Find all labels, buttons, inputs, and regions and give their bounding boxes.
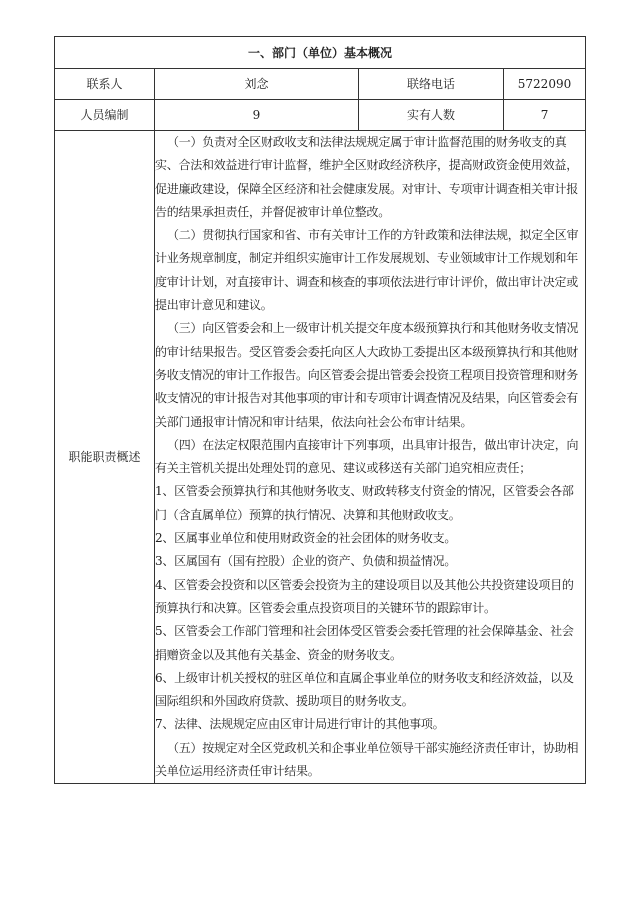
staff-quota-label: 人员编制 — [55, 100, 155, 131]
actual-staff-value: 7 — [504, 100, 586, 131]
duty-paragraph: 4、区管委会投资和以区管委会投资为主的建设项目以及其他公共投资建设项目的预算执行和决算。区管委会重点投资项目的关键环节的跟踪审计。 — [155, 577, 574, 615]
duty-paragraph: 7、法律、法规规定应由区审计局进行审计的其他事项。 — [155, 717, 445, 732]
duties-row — [55, 131, 586, 784]
duty-paragraph: （四）在法定权限范围内直接审计下列事项，出具审计报告，做出审计决定，向有关主管机关提出处理处罚的意见、建议或移送有关部门追究相应责任； — [155, 437, 579, 476]
phone-label: 联络电话 — [359, 69, 504, 100]
actual-staff-label: 实有人数 — [359, 100, 504, 131]
contact-label: 联系人 — [55, 69, 155, 100]
contact-value: 刘念 — [155, 69, 359, 100]
duty-paragraph: （二）贯彻执行国家和省、市有关审计工作的方针政策和法律法规，拟定全区审计业务规章制度，制定并组织实施审计工作发展规划、专业领域审计工作规划和年度审计计划，对直接审计、调查和核查的事项依法进行审计评价，做出审计决定或提出审计意见和建议。 — [155, 228, 579, 313]
staff-quota-value: 9 — [155, 100, 359, 131]
duty-paragraph: 5、区管委会工作部门管理和社会团体受区管委会委托管理的社会保障基金、社会捐赠资金以及其他有关基金、资金的财务收支。 — [155, 624, 574, 662]
duty-paragraph: （一）负责对全区财政收支和法律法规规定属于审计监督范围的财务收支的真实、合法和效益进行审计监督，维护全区财政经济秩序，提高财政资金使用效益，促进廉政建设，保障全区经济和社会健康发展。对审计、专项审计调查相关审计报告的结果承担责任，并督促被审计单位整改。 — [155, 135, 579, 219]
phone-value: 5722090 — [504, 69, 586, 100]
staff-row — [55, 100, 586, 131]
duty-paragraph: 3、区属国有（国有控股）企业的资产、负债和损益情况。 — [155, 554, 457, 569]
duty-paragraph: 6、上级审计机关授权的驻区单位和直属企事业单位的财务收支和经济效益，以及国际组织和外国政府贷款、援助项目的财务收支。 — [155, 670, 574, 709]
page-title: 一、部门（单位）基本概况 — [55, 37, 586, 69]
duties-label: 职能职责概述 — [55, 131, 155, 784]
duty-paragraph: 2、区属事业单位和使用财政资金的社会团体的财务收支。 — [155, 531, 457, 546]
contact-row — [55, 69, 586, 100]
basic-info-table — [54, 36, 586, 784]
duty-paragraph: 1、区管委会预算执行和其他财务收支、财政转移支付资金的情况，区管委会各部门（含直属单位）预算的执行情况、决算和其他财政收支。 — [155, 484, 574, 522]
duty-paragraph: （五）按规定对全区党政机关和企事业单位领导干部实施经济责任审计，协助相关单位运用经济责任审计结果。 — [155, 740, 579, 779]
duty-paragraph: （三）向区管委会和上一级审计机关提交年度本级预算执行和其他财务收支情况的审计结果报告。受区管委会委托向区人大政协工委提出区本级预算执行和其他财务收支情况的审计工作报告。向区管委会提出管委会投资工程项目投资管理和财务收支情况的审计报告对其他事项的审计和专项审计调查情况及结果，向区管委会有关部门通报审计情况和审计结果，依法向社会公布审计结果。 — [155, 321, 579, 429]
duties-content — [155, 131, 586, 784]
